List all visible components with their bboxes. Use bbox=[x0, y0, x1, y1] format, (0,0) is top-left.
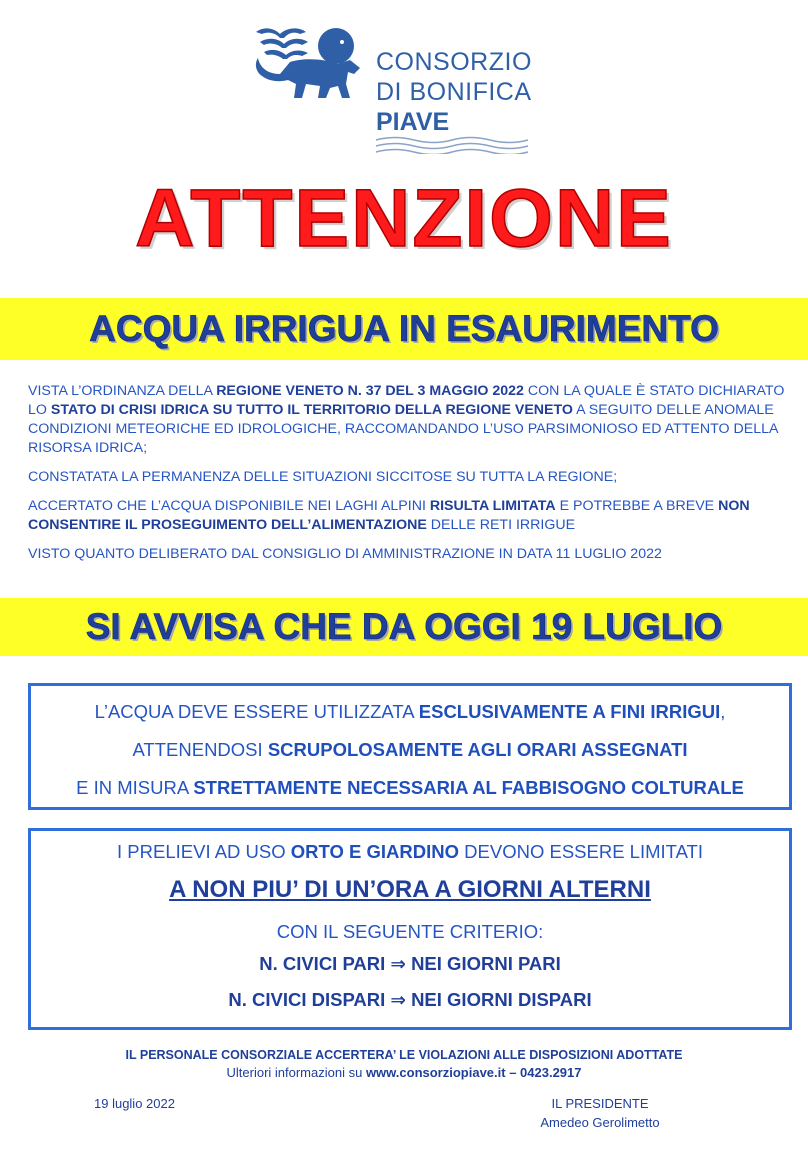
garden-limit-headline: A NON PIU’ DI UN’ORA A GIORNI ALTERNI bbox=[169, 876, 651, 903]
logo-line-bonifica: DI BONIFICA bbox=[376, 78, 532, 106]
logo-line-consorzio: CONSORZIO bbox=[376, 48, 532, 76]
banner-water-shortage-text: ACQUA IRRIGUA IN ESAURIMENTO bbox=[89, 308, 719, 349]
rule-line-3: E IN MISURA STRETTAMENTE NECESSARIA AL FABBISOGNO COLTURALE bbox=[76, 777, 744, 798]
premise-ordinance: VISTA L’ORDINANZA DELLA REGIONE VENETO N. 37 DEL 3 MAGGIO 2022 CON LA QUALE È STATO DICHIARATO LO STATO DI CRISI IDRICA SU TUTTO IL TERRITORIO DELLA REGIONE VENETO A SEGUITO DELLE ANOMALE CONDIZIONI METEORICHE ED IDROLOGICHE, RACCOMANDANDO L’USO PARSIMONIOSO ED ATTENTO DELLA RISORSA IDRICA; bbox=[28, 383, 785, 456]
garden-rules-box bbox=[28, 828, 792, 1030]
rule-line-1: L’ACQUA DEVE ESSERE UTILIZZATA ESCLUSIVAMENTE A FINI IRRIGUI, bbox=[94, 701, 726, 722]
premises-section bbox=[28, 382, 788, 574]
signature-block bbox=[530, 1094, 670, 1132]
waves-icon bbox=[374, 134, 530, 154]
website-link[interactable]: www.consorziopiave.it bbox=[365, 1065, 506, 1080]
garden-line-1: I PRELIEVI AD USO ORTO E GIARDINO DEVONO ESSERE LIMITATI bbox=[117, 841, 703, 862]
footer-warning: IL PERSONALE CONSORZIALE ACCERTERA’ LE VIOLAZIONI ALLE DISPOSIZIONI ADOTTATE bbox=[125, 1048, 683, 1062]
page-title: ATTENZIONE bbox=[135, 173, 673, 264]
banner-water-shortage bbox=[0, 298, 808, 360]
consorzio-logo bbox=[250, 22, 550, 152]
banner-notice-date-text: SI AVVISA CHE DA OGGI 19 LUGLIO bbox=[85, 606, 723, 647]
signature-name: Amedeo Gerolimetto bbox=[540, 1115, 660, 1130]
irrigation-rules-box bbox=[28, 683, 792, 810]
premise-lakes: ACCERTATO CHE L’ACQUA DISPONIBILE NEI LAGHI ALPINI RISULTA LIMITATA E POTREBBE A BREVE NON CONSENTIRE IL PROSEGUIMENTO DELL’ALIMENTAZIONE DELLE RETI IRRIGUE bbox=[28, 498, 750, 533]
logo-line-piave: PIAVE bbox=[376, 108, 450, 136]
footer-info: Ulteriori informazioni su www.consorziopiave.it – 0423.2917 bbox=[226, 1065, 582, 1080]
phone-number: – 0423.2917 bbox=[505, 1065, 582, 1080]
premise-drought: CONSTATATA LA PERMANENZA DELLE SITUAZIONI SICCITOSE SU TUTTA LA REGIONE; bbox=[28, 469, 618, 485]
signature-title: IL PRESIDENTE bbox=[551, 1096, 649, 1111]
notice-date: 19 luglio 2022 bbox=[94, 1096, 175, 1111]
banner-notice-date bbox=[0, 598, 808, 656]
premise-council: VISTO QUANTO DELIBERATO DAL CONSIGLIO DI AMMINISTRAZIONE IN DATA 11 LUGLIO 2022 bbox=[28, 546, 662, 562]
criterion-odd: N. CIVICI DISPARI ⇒ NEI GIORNI DISPARI bbox=[228, 989, 592, 1010]
garden-criterion-label: CON IL SEGUENTE CRITERIO: bbox=[276, 921, 544, 942]
winged-lion-icon bbox=[250, 24, 366, 104]
logo-wordmark bbox=[376, 50, 532, 138]
footer bbox=[0, 1046, 808, 1082]
criterion-even: N. CIVICI PARI ⇒ NEI GIORNI PARI bbox=[259, 953, 561, 974]
rule-line-2: ATTENENDOSI SCRUPOLOSAMENTE AGLI ORARI ASSEGNATI bbox=[132, 739, 688, 760]
